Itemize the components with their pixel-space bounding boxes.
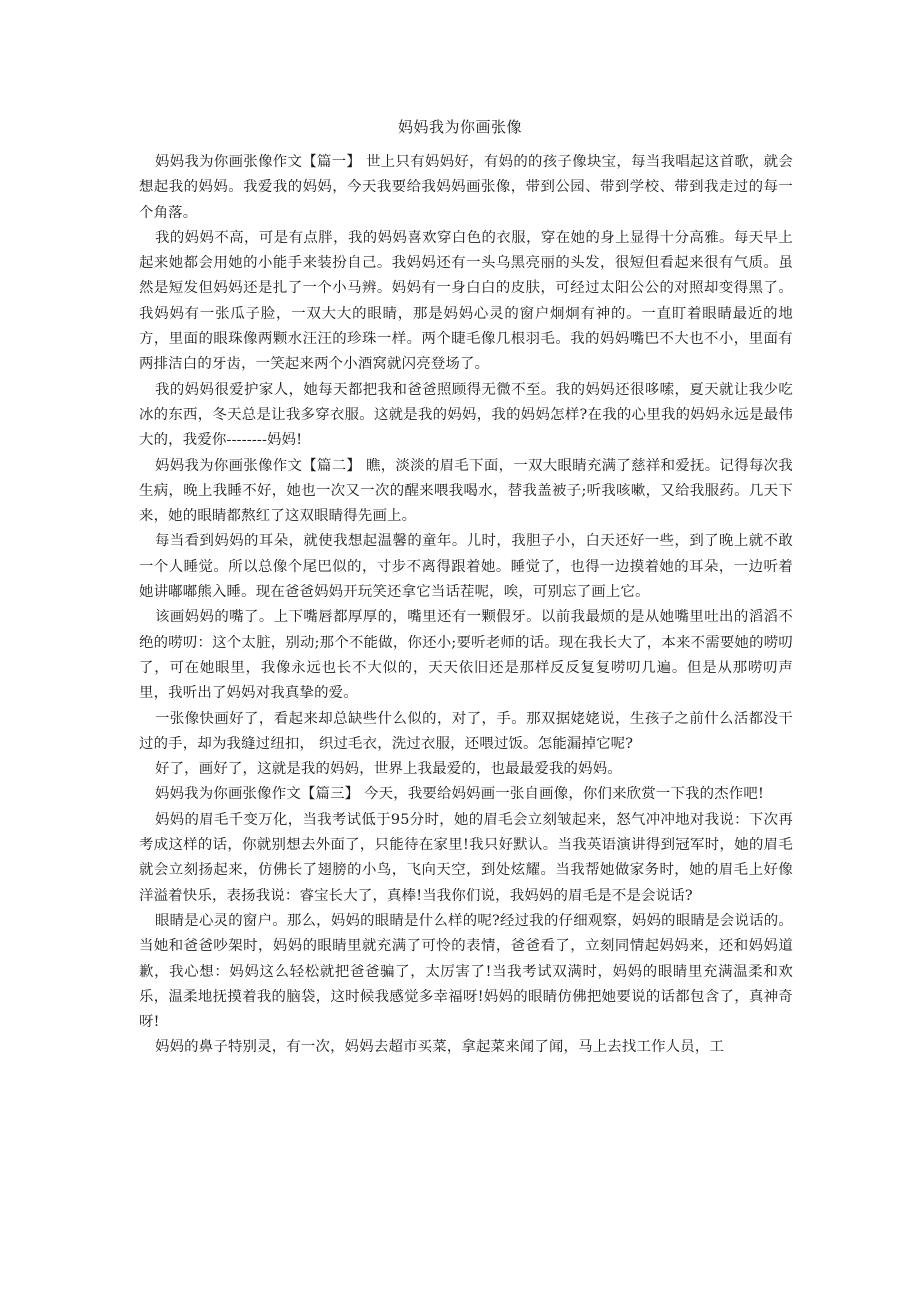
paragraph: 眼睛是心灵的窗户。那么，妈妈的眼睛是什么样的呢?经过我的仔细观察，妈妈的眼睛是会说话的。当她和爸爸吵架时，妈妈的眼睛里就充满了可怜的表情，爸爸看了，立刻同情起妈妈来，还和妈妈道歉，我心想：妈妈这么轻松就把爸爸骗了，太厉害了!当我考试双满时，妈妈的眼睛里充满温柔和欢乐，温柔地抚摸着我的脑袋，这时候我感觉多幸福呀!妈妈的眼睛仿佛把她要说的话都包含了，真神奇呀! xyxy=(139,912,793,1031)
paragraph: 妈妈的鼻子特别灵，有一次，妈妈去超市买菜，拿起菜来闻了闻，马上去找工作人员，工 xyxy=(155,1039,725,1056)
paragraph: 我的妈妈不高，可是有点胖，我的妈妈喜欢穿白色的衣服，穿在她的身上显得十分高雅。每天早上起来她都会用她的小能手来装扮自己。我妈妈还有一头乌黑亮丽的头发，很短但看起来很有气质。虽然是短发但妈妈还是扎了一个小马辨。妈妈有一身白白的皮肤，可经过太阳公公的对照却变得黑了。我妈妈有一张瓜子脸，一双大大的眼睛，那是妈妈心灵的窗户炯炯有神的。一直盯着眼睛最近的地方，里面的眼珠像两颗水汪汪的珍珠一样。两个睫毛像几根羽毛。我的妈妈嘴巴不大也不小，里面有两排洁白的牙齿，一笑起来两个小酒窝就闪亮登场了。 xyxy=(139,229,793,373)
paragraph: 一张像快画好了，看起来却总缺些什么似的，对了，手。那双据姥姥说，生孩子之前什么活都没干过的手，却为我缝过纽扣， 织过毛衣，洗过衣服，还喂过饭。怎能漏掉它呢? xyxy=(139,710,793,752)
paragraph: 该画妈妈的嘴了。上下嘴唇都厚厚的，嘴里还有一颗假牙。以前我最烦的是从她嘴里吐出的滔滔不绝的唠叨：这个太脏，别动;那个不能做，你还小;要听老师的话。现在我长大了，本来不需要她的唠叨了，可在她眼里，我像永远也长不大似的，天天依旧还是那样反反复复唠叨几遍。但是从那唠叨声里，我听出了妈妈对我真挚的爱。 xyxy=(139,609,793,702)
paragraph: 好了，画好了，这就是我的妈妈，世界上我最爱的，也最最爱我的妈妈。 xyxy=(155,761,622,778)
document-title: 妈妈我为你画张像 xyxy=(397,118,522,136)
paragraph: 妈妈我为你画张像作文【篇二】 瞧，淡淡的眉毛下面，一双大眼睛充满了慈祥和爱抚。记得每次我生病，晚上我睡不好，她也一次又一次的醒来喂我喝水，替我盖被子;听我咳嗽，又给我服药。几天下来，她的眼睛都熬红了这双眼睛得先画上。 xyxy=(139,457,793,525)
paragraph: 妈妈的眉毛千变万化，当我考试低于95分时，她的眉毛会立刻皱起来，怒气冲冲地对我说：下次再考成这样的话，你就别想去外面了，只能待在家里!我只好默认。当我英语演讲得到冠军时，她的眉毛就会立刻扬起来，仿佛长了翅膀的小鸟，飞向天空，到处炫耀。当我帮她做家务时，她的眉毛上好像洋溢着快乐，表扬我说：睿宝长大了，真棒!当我你们说，我妈妈的眉毛是不是会说话? xyxy=(139,811,793,904)
paragraph: 妈妈我为你画张像作文【篇三】 今天，我要给妈妈画一张自画像，你们来欣赏一下我的杰作吧! xyxy=(155,786,764,803)
paragraph: 我的妈妈很爱护家人，她每天都把我和爸爸照顾得无微不至。我的妈妈还很哆嗦，夏天就让我少吃冰的东西，冬天总是让我多穿衣服。这就是我的妈妈，我的妈妈怎样?在我的心里我的妈妈永远是最伟大的，我爱你--------妈妈! xyxy=(139,381,793,449)
paragraph: 每当看到妈妈的耳朵，就使我想起温馨的童年。儿时，我胆子小，白天还好一些，到了晚上就不敢一个人睡觉。所以总像个尾巴似的，寸步不离得跟着她。睡觉了，也得一边摸着她的耳朵，一边听着她讲嘟嘟熊入睡。现在爸爸妈妈开玩笑还拿它当话茬呢，唉，可别忘了画上它。 xyxy=(139,533,793,601)
paragraph: 妈妈我为你画张像作文【篇一】 世上只有妈妈好，有妈的的孩子像块宝，每当我唱起这首歌，就会想起我的妈妈。我爱我的妈妈，今天我要给我妈妈画张像，带到公园、带到学校、带到我走过的每一个角落。 xyxy=(139,154,793,221)
document-body xyxy=(139,150,793,1061)
